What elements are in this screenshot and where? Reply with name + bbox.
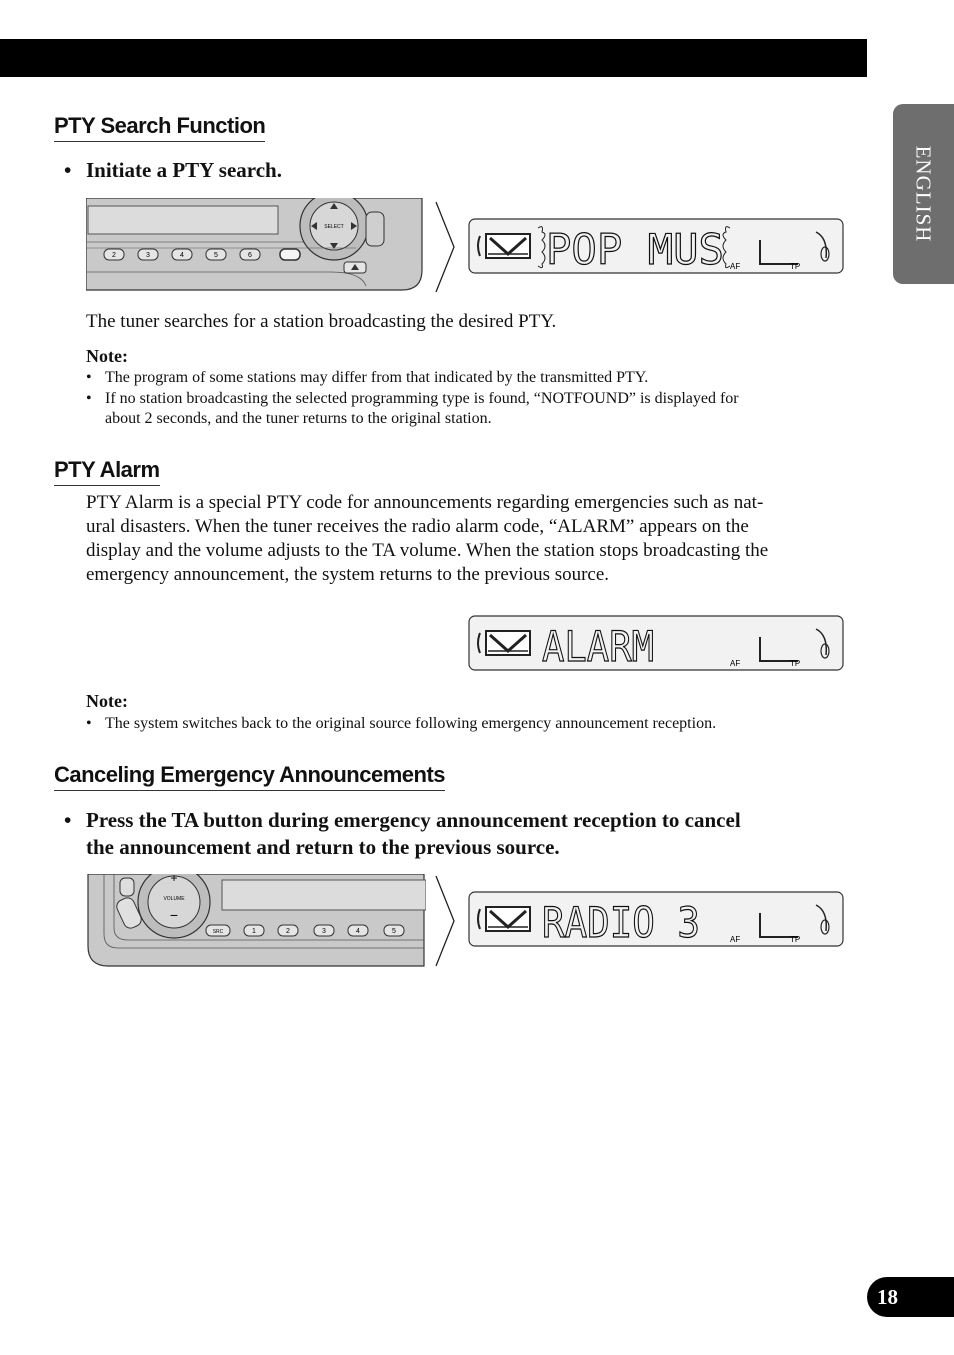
note-item-continued (105, 408, 492, 429)
lcd-main-text: RADIO 3 (542, 898, 700, 947)
note-text: The system switches back to the original source following emergency announcement reception. (105, 715, 717, 732)
arrow-icon (432, 874, 458, 968)
preset-6-label: 6 (248, 252, 252, 259)
page-number: 18 (867, 1277, 954, 1317)
instruction-continued: the announcement and return to the previous source. (86, 835, 560, 859)
preset-4-label: 4 (356, 928, 360, 935)
bullet-dot: • (64, 808, 72, 832)
lcd-display-alarm (468, 615, 844, 671)
note-title: Note: (86, 691, 128, 711)
alarm-paragraph-line: display and the volume adjusts to the TA volume. When the station stops broadcasting the (86, 540, 769, 561)
preset-4-label: 4 (180, 252, 184, 259)
language-tab (893, 104, 954, 284)
band-indicator-icon (478, 234, 530, 258)
note-item: • The system switches back to the original source following emergency announcement reception. (86, 715, 717, 732)
preset-5-label: 5 (214, 252, 218, 259)
preset-3-label: 3 (146, 252, 150, 259)
head-unit-panel-illustration (86, 198, 426, 292)
preset-2-label: 2 (112, 252, 116, 259)
pty-button (280, 249, 300, 260)
lcd-display-pop-mus (468, 218, 844, 274)
section-heading-pty-search: PTY Search Function (54, 112, 265, 142)
af-indicator: AF (730, 659, 741, 668)
note-text: about 2 seconds, and the tuner returns to the original station. (105, 410, 492, 427)
note-item: • The program of some stations may differ from that indicated by the transmitted PTY. (86, 369, 649, 386)
preset-3-label: 3 (322, 928, 326, 935)
header-bar (0, 39, 867, 77)
select-label: SELECT (324, 224, 344, 230)
band-indicator-icon (478, 631, 530, 655)
instruction-text: Initiate a PTY search. (86, 158, 282, 182)
note-text: If no station broadcasting the selected programming type is found, “NOTFOUND” is displayed for (105, 390, 739, 407)
preset-2-label: 2 (286, 928, 290, 935)
tp-indicator: TP (790, 935, 801, 944)
head-unit-panel-volume-illustration (84, 874, 426, 968)
volume-plus-label: + (170, 874, 178, 885)
section-heading-canceling: Canceling Emergency Announcements (54, 761, 445, 791)
note-title: Note: (86, 346, 128, 366)
src-label: SRC (212, 929, 224, 935)
instruction-bullet (64, 157, 282, 184)
lcd-display-radio (468, 891, 844, 947)
alarm-paragraph-line: emergency announcement, the system returns to the previous source. (86, 564, 610, 585)
arrow-icon (432, 200, 458, 294)
tp-indicator: TP (790, 262, 801, 271)
band-indicator-icon (478, 907, 530, 931)
volume-label: VOLUME (163, 896, 185, 902)
alarm-paragraph-line: ural disasters. When the tuner receives the radio alarm code, “ALARM” appears on the (86, 516, 749, 537)
tp-indicator: TP (790, 659, 801, 668)
section-heading-pty-alarm: PTY Alarm (54, 456, 160, 486)
language-tab-label: ENGLISH (911, 145, 936, 243)
preset-5-label: 5 (392, 928, 396, 935)
bullet-dot: • (64, 158, 72, 182)
note-text: The program of some stations may differ from that indicated by the transmitted PTY. (105, 369, 649, 386)
alarm-paragraph-line: PTY Alarm is a special PTY code for announcements regarding emergencies such as nat- (86, 492, 764, 513)
instruction-bullet (64, 807, 741, 834)
af-indicator: AF (730, 935, 741, 944)
lcd-main-text: ALARM (542, 622, 654, 671)
preset-1-label: 1 (252, 928, 256, 935)
lcd-main-text: POP MUS (546, 225, 724, 274)
instruction-text: Press the TA button during emergency announcement reception to cancel (86, 808, 741, 832)
note-item: • If no station broadcasting the selected programming type is found, “NOTFOUND” is displayed for (86, 390, 739, 407)
search-description: The tuner searches for a station broadcasting the desired PTY. (86, 311, 557, 332)
volume-minus-label: − (169, 907, 179, 923)
af-indicator: AF (730, 262, 741, 271)
